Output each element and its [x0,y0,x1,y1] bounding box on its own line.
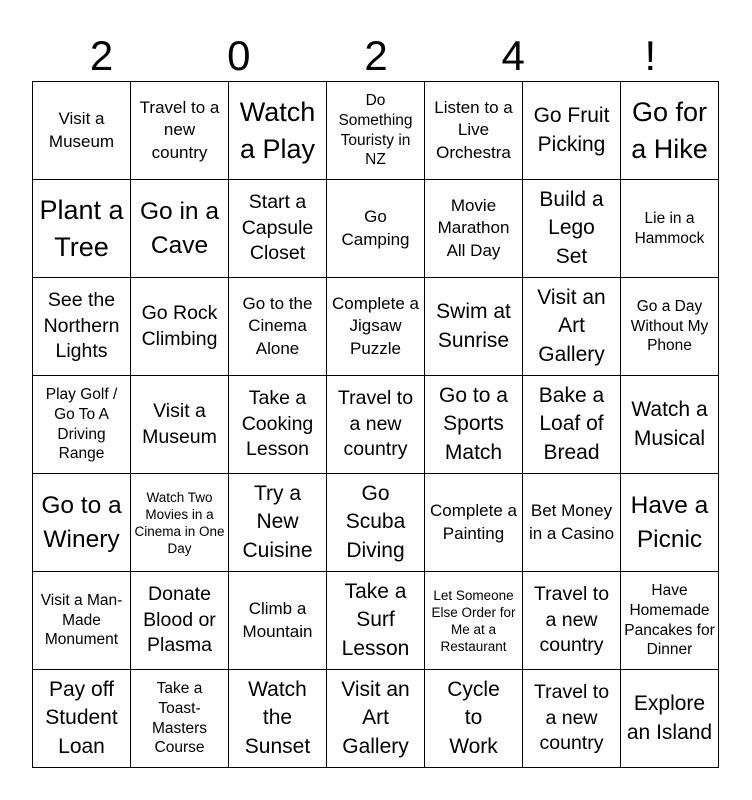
bingo-cell[interactable] [621,278,719,376]
bingo-cell-label: Listen to a Live Orchestra [434,98,513,162]
bingo-cell[interactable] [425,474,523,572]
bingo-cell-label: Plant a Tree [39,194,124,262]
bingo-cell[interactable] [621,670,719,768]
bingo-cell-label: Bet Money in a Casino [528,501,615,543]
header-char: 2 [364,32,388,79]
bingo-cell-label: Watch a Play [239,96,316,164]
bingo-cell-label: Take a Toast-Masters Course [151,679,208,757]
bingo-cell-label: Explore an Island [626,692,713,744]
header-char: 4 [501,32,525,79]
bingo-cell-label: Have a Picnic [630,492,709,553]
bingo-cell-label: Visit a Museum [48,109,115,151]
bingo-cell-label: Take a Cooking Lesson [241,386,314,461]
bingo-cell[interactable] [33,474,131,572]
bingo-cell-label: Watch Two Movies in a Cinema in One Day [134,489,225,556]
bingo-cell-label: Go Rock Climbing [141,301,218,350]
bingo-cell[interactable] [131,376,229,474]
bingo-cell[interactable] [229,474,327,572]
bingo-cell-label: Travel to a new country [139,98,220,162]
bingo-cell-label: Build a Lego Set [539,188,604,268]
header-char: ! [644,32,657,79]
header-char: 2 [89,32,114,79]
bingo-cell-label: Let Someone Else Order for Me at a Restaurant [431,587,516,654]
bingo-cell-label: Lie in a Hammock [634,209,705,247]
bingo-cell[interactable] [621,82,719,180]
bingo-cell[interactable] [327,278,425,376]
bingo-cell[interactable] [523,474,621,572]
bingo-cell-label: See the Northern Lights [43,288,120,363]
bingo-cell[interactable] [131,180,229,278]
header-char: 0 [227,32,251,79]
bingo-cell[interactable] [425,670,523,768]
bingo-cell-label: Watch the Sunset [244,678,311,758]
bingo-cell-label: Cycle to Work [447,678,500,758]
bingo-cell-label: Complete a Jigsaw Puzzle [332,294,419,358]
bingo-cell-label: Try a New Cuisine [242,482,313,562]
bingo-cell[interactable] [523,180,621,278]
bingo-cell[interactable] [229,572,327,670]
bingo-cell-label: Travel to a new country [533,582,610,657]
bingo-cell[interactable] [131,82,229,180]
bingo-cell-label: Visit an Art Gallery [341,678,410,758]
bingo-cell-label: Bake a Loaf of Bread [538,384,605,464]
bingo-cell[interactable] [229,180,327,278]
bingo-cell[interactable] [425,82,523,180]
bingo-cell[interactable] [33,572,131,670]
bingo-cell[interactable] [131,572,229,670]
bingo-cell-label: Play Golf / Go To A Driving Range [45,385,118,463]
bingo-cell[interactable] [327,82,425,180]
bingo-cell-label: Go to a Sports Match [439,384,508,464]
bingo-cell-label: Visit an Art Gallery [537,286,606,366]
bingo-cell-label: Start a Capsule Closet [241,190,314,265]
bingo-cell-label: Go to the Cinema Alone [242,294,313,358]
bingo-cell-label: Go a Day Without My Phone [630,297,709,355]
bingo-cell-label: Visit a Museum [142,399,217,448]
bingo-cell-label: Have Homemade Pancakes for Dinner [624,581,715,659]
bingo-cell[interactable] [327,474,425,572]
bingo-cell[interactable] [327,572,425,670]
bingo-cell-label: Climb a Mountain [242,599,313,641]
bingo-cell-label: Travel to a new country [337,386,414,461]
bingo-cell[interactable] [229,670,327,768]
bingo-cell-label: Pay off Student Loan [45,678,118,758]
bingo-cell-label: Movie Marathon All Day [437,196,510,260]
bingo-cell[interactable] [33,82,131,180]
bingo-cell-label: Go for a Hike [631,96,708,164]
bingo-cell-label: Donate Blood or Plasma [143,582,216,657]
bingo-cell-label: Visit a Man-Made Monument [40,591,123,649]
bingo-cell-label: Go to a Winery [41,492,122,553]
bingo-cell[interactable] [131,670,229,768]
bingo-cell-label: Travel to a new country [533,680,610,755]
bingo-cell[interactable] [33,180,131,278]
bingo-header [33,30,719,82]
bingo-cell[interactable] [33,278,131,376]
bingo-cell-label: Go Camping [341,207,410,249]
bingo-cell[interactable] [425,278,523,376]
bingo-cell-label: Watch a Musical [631,398,708,450]
bingo-cell[interactable] [523,278,621,376]
bingo-cell[interactable] [621,474,719,572]
bingo-cell-label: Complete a Painting [430,501,517,543]
bingo-cell[interactable] [425,376,523,474]
bingo-cell[interactable] [327,376,425,474]
bingo-cell[interactable] [229,278,327,376]
bingo-cell-label: Swim at Sunrise [436,300,511,352]
bingo-cell[interactable] [131,278,229,376]
bingo-cell[interactable] [621,376,719,474]
bingo-cell[interactable] [621,180,719,278]
bingo-cell[interactable] [523,670,621,768]
bingo-cell[interactable] [33,376,131,474]
bingo-cell[interactable] [229,376,327,474]
bingo-cell-label: Go Fruit Picking [533,104,610,156]
bingo-cell-label: Do Something Touristy in NZ [338,91,413,169]
bingo-cell[interactable] [523,82,621,180]
bingo-cell[interactable] [131,474,229,572]
bingo-cell-label: Take a Surf Lesson [341,580,410,660]
bingo-cell[interactable] [229,82,327,180]
bingo-cell[interactable] [523,572,621,670]
bingo-board [32,81,719,768]
bingo-cell-label: Go Scuba Diving [345,482,406,562]
bingo-cell[interactable] [425,572,523,670]
bingo-cell[interactable] [33,670,131,768]
bingo-cell[interactable] [621,572,719,670]
bingo-cell[interactable] [523,376,621,474]
bingo-cell[interactable] [327,180,425,278]
bingo-cell[interactable] [425,180,523,278]
bingo-cell[interactable] [327,670,425,768]
bingo-cell-label: Go in a Cave [140,198,219,259]
